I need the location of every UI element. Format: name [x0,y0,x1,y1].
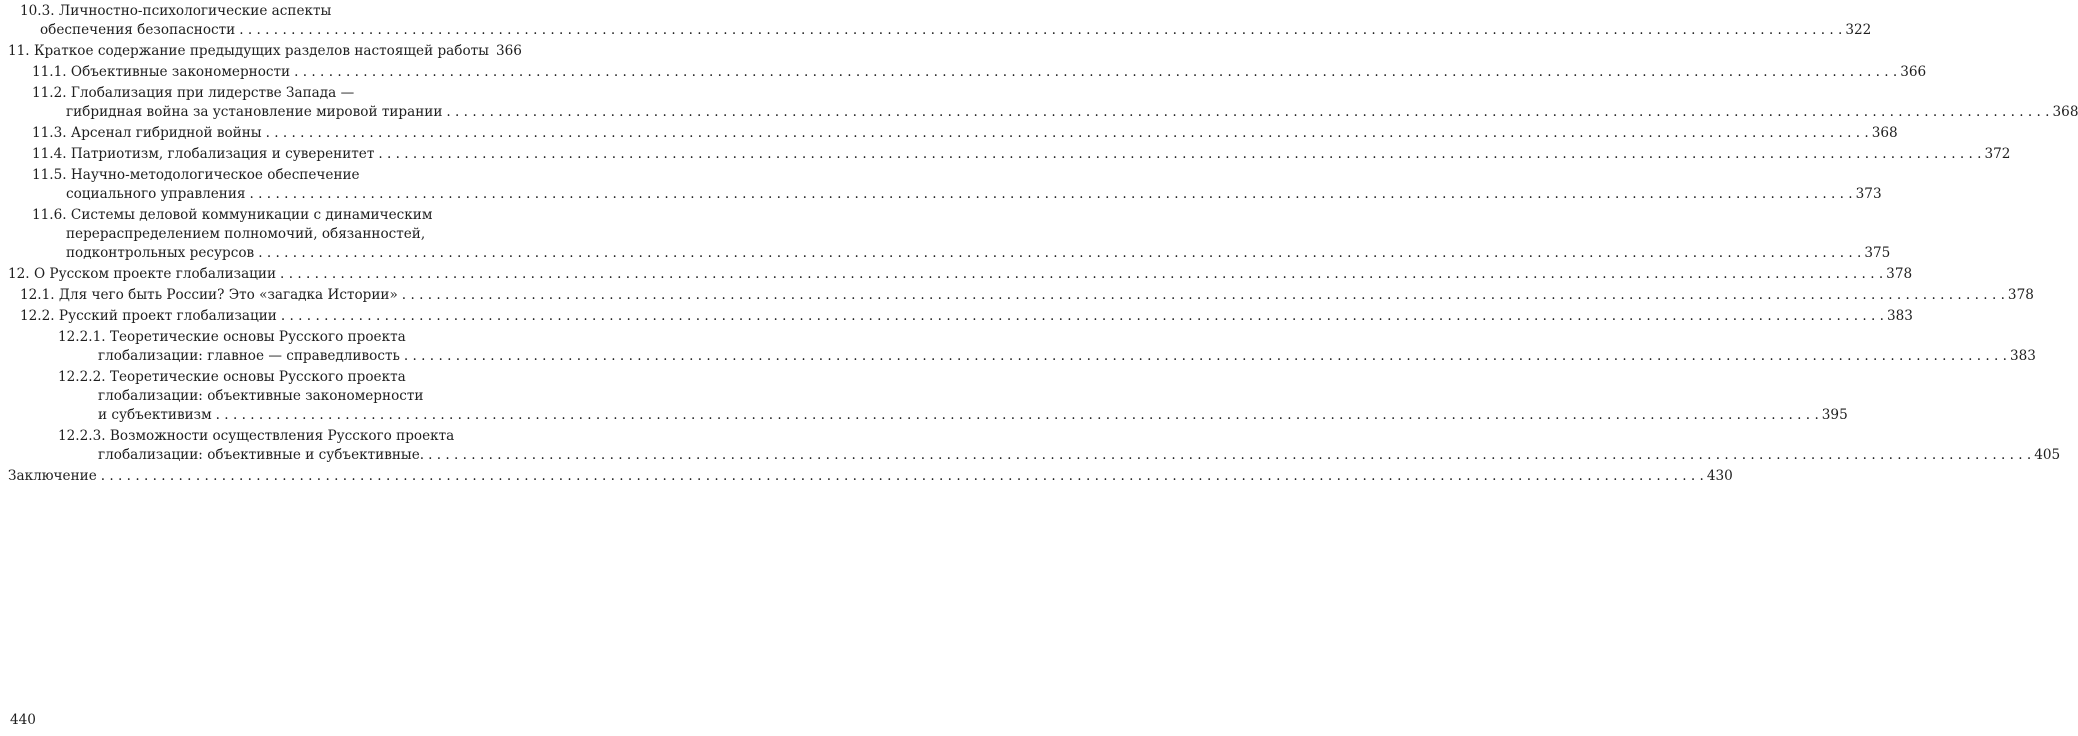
toc-entry-page: 322 [1845,22,1872,38]
toc-entry-line [20,286,2034,305]
toc-entry-text [98,347,400,366]
toc-entry-title: Личностно-психологические аспекты [58,3,332,19]
dot-leader [294,63,1897,82]
toc-entry-number: 12.1. [20,287,55,303]
table-of-contents [8,2,2078,488]
toc-entry-line [32,124,1898,143]
toc-entry[interactable] [8,166,1882,204]
toc-entry-title: Арсенал гибридной войны [70,125,262,141]
toc-entry-line [58,406,1848,425]
toc-entry-line [8,42,522,61]
toc-entry[interactable] [8,206,1891,263]
dot-leader [280,265,1883,284]
toc-entry-text [40,21,235,40]
toc-entry-page: 383 [2010,348,2036,364]
toc-entry-page: 430 [1706,468,1733,484]
toc-entry[interactable] [8,265,1913,284]
toc-entry-number: 11.1. [32,64,67,80]
toc-entry-title: О Русском проекте глобализации [33,266,277,282]
toc-entry-title: подконтрольных ресурсов [66,245,255,261]
toc-entry[interactable] [8,286,2034,305]
toc-entry-text [98,446,424,465]
toc-entry-page: 383 [1887,308,1913,324]
toc-entry-page: 368 [2052,104,2078,120]
toc-entry-title: глобализации: главное — справедливость [98,348,400,364]
toc-entry[interactable] [8,307,1913,326]
toc-entry[interactable] [8,427,2061,465]
toc-entry-line [20,307,1913,326]
toc-entry-title: Русский проект глобализации [58,308,277,324]
toc-entry-title: Патриотизм, глобализация и суверенитет [70,146,375,162]
toc-entry-line [58,427,490,446]
toc-entry-number: 10.3. [20,3,55,19]
toc-entry[interactable] [8,2,1872,40]
toc-entry-title: Краткое содержание предыдущих разделов настоящей работы [33,43,489,59]
toc-entry-line [32,206,490,225]
toc-entry-title: глобализации: объективные закономерности [98,388,424,404]
toc-entry-line [20,21,1872,40]
toc-entry-title: Заключение [8,468,97,484]
toc-entry-page: 395 [1821,407,1848,423]
toc-entry-line [32,84,490,103]
toc-entry[interactable] [8,328,2036,366]
dot-leader [239,21,1842,40]
toc-entry-page: 373 [1855,186,1882,202]
toc-entry-text [66,103,442,122]
dot-leader [281,307,1884,326]
toc-entry-title: Теоретические основы Русского проекта [109,369,406,385]
dot-leader [216,406,1819,425]
toc-entry-title: и субъективизм [98,407,212,423]
toc-entry-page: 405 [2034,447,2061,463]
dot-leader [428,446,2031,465]
toc-entry[interactable] [8,124,1898,143]
toc-entry-line [20,2,490,21]
toc-entry-number: 12. [8,266,30,282]
dot-leader [404,347,2007,366]
toc-entry-number: 11.5. [32,167,67,183]
dot-leader [378,145,1981,164]
toc-entry-text [66,244,254,263]
toc-entry-line [58,446,2061,465]
toc-entry[interactable] [8,84,2078,122]
toc-entry-title: Объективные закономерности [70,64,291,80]
toc-entry-page: 366 [495,43,522,59]
toc-entry-title: Системы деловой коммуникации с динамическим [70,207,433,223]
toc-entry-title: Для чего быть России? Это «загадка Истории» [58,287,398,303]
toc-entry-number: 12.2.2. [58,369,106,385]
toc-entry-number: 11.6. [32,207,67,223]
toc-entry-text [66,185,246,204]
toc-entry-text [20,286,398,305]
toc-entry-text [8,467,97,486]
toc-entry-text [8,42,489,61]
toc-entry-page: 368 [1871,125,1898,141]
toc-entry-text [8,265,276,284]
toc-entry-line [58,347,2036,366]
dot-leader [250,185,1853,204]
toc-entry-title: перераспределением полномочий, обязанностей, [66,226,426,242]
toc-entry-line [32,166,490,185]
toc-entry-title: обеспечения безопасности [40,22,236,38]
toc-entry-title: гибридная война за установление мировой тирании [66,104,443,120]
toc-entry-number: 11.2. [32,85,67,101]
toc-entry-text [20,307,277,326]
toc-entry-number: 12.2.3. [58,428,106,444]
toc-entry-line [58,328,490,347]
toc-entry-line [32,63,1927,82]
dot-leader [258,244,1861,263]
toc-entry-page: 375 [1864,245,1891,261]
toc-entry[interactable] [8,63,1927,82]
dot-leader [446,103,2049,122]
toc-entry-page: 378 [1886,266,1913,282]
toc-entry-text [32,145,374,164]
dot-leader [266,124,1869,143]
toc-entry-number: 11.3. [32,125,67,141]
toc-entry-line [32,103,2078,122]
toc-entry-line [8,265,1913,284]
toc-entry[interactable] [8,42,522,61]
toc-entry-number: 12.2.1. [58,329,106,345]
toc-entry-title: социального управления [66,186,246,202]
toc-entry[interactable] [8,145,2011,164]
toc-entry-line [8,467,1733,486]
toc-entry-line [32,185,1882,204]
toc-entry-line [32,145,2011,164]
toc-entry-title: Возможности осуществления Русского проекта [109,428,455,444]
toc-entry-number: 11.4. [32,146,67,162]
toc-entry-number: 12.2. [20,308,55,324]
toc-entry-line [32,225,490,244]
toc-entry-line [58,368,490,387]
dot-leader [402,286,2005,305]
toc-entry-line [32,244,1891,263]
toc-entry-page: 372 [1984,146,2011,162]
toc-entry-text [32,63,290,82]
toc-entry-text [32,124,262,143]
toc-entry-text [98,406,212,425]
dot-leader [101,467,1704,486]
toc-entry-title: Научно-методологическое обеспечение [70,167,360,183]
toc-entry-title: Глобализация при лидерстве Запада — [70,85,355,101]
toc-entry-line [58,387,490,406]
toc-entry-number: 11. [8,43,30,59]
toc-entry-title: глобализации: объективные и субъективные. [98,447,425,463]
toc-entry[interactable] [8,368,1848,425]
toc-entry-title: Теоретические основы Русского проекта [109,329,406,345]
page-number: 440 [10,712,36,728]
toc-entry-page: 366 [1900,64,1927,80]
toc-entry[interactable] [8,467,1733,486]
toc-entry-page: 378 [2007,287,2034,303]
